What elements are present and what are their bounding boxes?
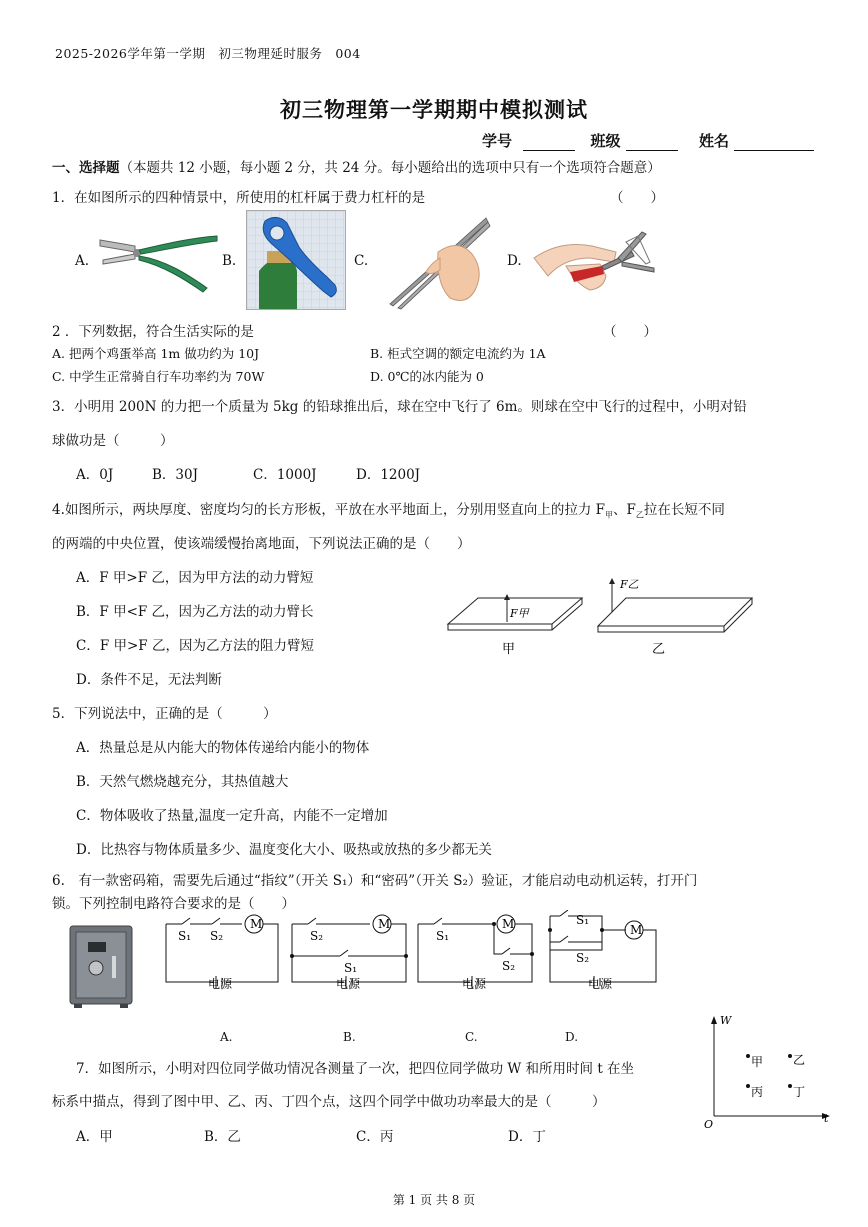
student-info [482,130,814,151]
q4-option-d: D．条件不足，无法判断 [76,672,222,688]
q5-option-b: B．天然气燃烧越充分，其热值越大 [76,774,289,790]
q6-label-a: A. [220,1030,233,1044]
q7-option-b: B．乙 [204,1129,241,1145]
q1-option-a: A. [75,253,90,269]
motor-b: M [378,917,391,931]
switch-c-s2: S₂ [502,959,516,973]
q3-line1: 3．小明用 200N 的力把一个质量为 5kg 的铅球推出后，球在空中飞行了 6m。则球在空中飞行的过程中，小明对铅 [52,399,747,415]
q6-label-b: B. [343,1030,356,1044]
q1-paren: （ ） [610,190,664,206]
q4-line1-text: 4.如图所示，两块厚度、密度均匀的长方形板，平放在水平地面上，分别用竖直向上的拉力 F [52,502,606,518]
tweezers-image [380,214,492,310]
point-bing [746,1084,750,1088]
student-id-label: 学号 [482,132,513,150]
q2-option-a: A. 把两个鸡蛋举高 1m 做功约为 10J [52,346,260,361]
q1-option-c: C. [354,253,369,269]
q7-option-d: D．丁 [508,1129,546,1145]
graph-w-label: W [720,1014,732,1027]
q3-option-a: A．0J [76,467,114,483]
power-b: 电源 [336,977,361,991]
q4-line1-end: 拉在长短不同 [643,502,725,518]
name-label: 姓名 [698,132,729,150]
q7-line1: 7．如图所示，小明对四位同学做功情况各测量了一次，把四位同学做功 W 和所用时间 t 在坐 [76,1061,635,1077]
fig-yi-label: 乙 [652,642,666,657]
point-jia [746,1054,750,1058]
q2-stem: 2 ．下列数据，符合生活实际的是 [52,324,254,340]
motor-a: M [250,917,263,931]
page-footer: 第 1 页 共 8 页 [392,1193,476,1207]
section-heading [52,156,661,176]
graph-t-label: t [824,1112,829,1125]
motor-d: M [630,923,643,937]
scissors-image [95,226,220,294]
circuit-diagrams [160,910,670,998]
switch-d-s2: S₂ [576,951,590,965]
q5-option-d: D．比热容与物体质量多少、温度变化大小、吸热或放热的多少都无关 [76,842,492,858]
point-yi-label: 乙 [793,1053,806,1067]
pliers-hand-image [530,218,660,298]
switch-b-s2: S₂ [310,929,324,943]
q1-option-d: D. [507,253,522,269]
name-blank[interactable] [734,134,814,151]
q6-line1: 6. 有一款密码箱，需要先后通过“指纹”（开关 S₁）和“密码”（开关 S₂）验证，才能启动电动机运转，打开门 [52,873,698,889]
q4-option-b: B．F 甲<F 乙，因为乙方法的动力臂长 [76,604,314,620]
q6-line2: 锁。下列控制电路符合要求的是（ ） [52,896,295,912]
power-a: 电源 [208,977,233,991]
q2-option-c: C. 中学生正常骑自行车功率约为 70W [52,369,265,384]
page-header: 2025-2026学年第一学期 初三物理延时服务 004 [55,46,361,61]
q4-option-a: A．F 甲>F 乙，因为甲方法的动力臂短 [76,570,314,586]
motor-c: M [502,917,515,931]
section-title: 一、选择题 [52,160,120,176]
point-ding [788,1084,792,1088]
q5-stem: 5．下列说法中，正确的是（ ） [52,706,277,722]
point-ding-label: 丁 [793,1085,806,1099]
switch-a-s2: S₂ [210,929,224,943]
force-jia-label: F甲 [510,607,529,620]
q3-line2: 球做功是（ ） [52,433,174,449]
q3-option-d: D．1200J [356,467,421,483]
fig-jia-label: 甲 [502,642,516,657]
q3-option-c: C．1000J [253,467,317,483]
class-blank[interactable] [626,134,678,151]
q4-line1 [52,498,725,521]
q4-sep: 、F [613,502,636,518]
point-jia-label: 甲 [751,1055,764,1069]
plates-figure [440,574,760,664]
q4-option-c: C．F 甲>F 乙，因为乙方法的阻力臂短 [76,638,314,654]
work-time-graph [700,1012,840,1132]
q7-line2: 标系中描点，得到了图中甲、乙、丙、丁四个点，这四个同学中做功功率最大的是（ ） [52,1094,606,1110]
q1-option-b: B. [222,253,237,269]
q7-option-c: C．丙 [356,1129,394,1145]
switch-c-s1: S₁ [436,929,450,943]
q6-label-d: D. [565,1030,579,1044]
q5-option-c: C．物体吸收了热量,温度一定升高，内能不一定增加 [76,808,388,824]
force-yi-label: F乙 [620,578,639,591]
q6-label-c: C. [465,1030,478,1044]
q3-option-b: B．30J [152,467,199,483]
q1-stem: 1．在如图所示的四种情景中，所使用的杠杆属于费力杠杆的是 [52,190,426,206]
q4-line2: 的两端的中央位置，使该端缓慢抬离地面，下列说法正确的是（ ） [52,536,471,552]
student-id-blank[interactable] [523,134,575,151]
q4-sub-yi: 乙 [635,510,644,520]
bottle-opener-image [246,210,346,310]
section-desc: （本题共 12 小题，每小题 2 分，共 24 分。每小题给出的选项中只有一个选项符合题意） [119,160,661,176]
q5-option-a: A．热量总是从内能大的物体传递给内能小的物体 [76,740,370,756]
q7-option-a: A．甲 [76,1129,113,1145]
point-bing-label: 丙 [751,1085,764,1099]
switch-a-s1: S₁ [178,929,192,943]
power-d: 电源 [588,977,613,991]
page-title: 初三物理第一学期期中模拟测试 [280,97,588,122]
q2-option-b: B. 柜式空调的额定电流约为 1A [370,346,546,361]
switch-b-s1: S₁ [344,961,358,975]
power-c: 电源 [462,977,487,991]
safe-image [66,920,138,1012]
point-yi [788,1054,792,1058]
graph-origin-label: O [704,1118,714,1131]
q2-option-d: D. 0℃的冰内能为 0 [370,369,484,384]
switch-d-s1: S₁ [576,913,590,927]
q2-paren: （ ） [603,324,657,340]
class-label: 班级 [590,132,621,150]
q4-sub-jia: 甲 [605,510,614,520]
